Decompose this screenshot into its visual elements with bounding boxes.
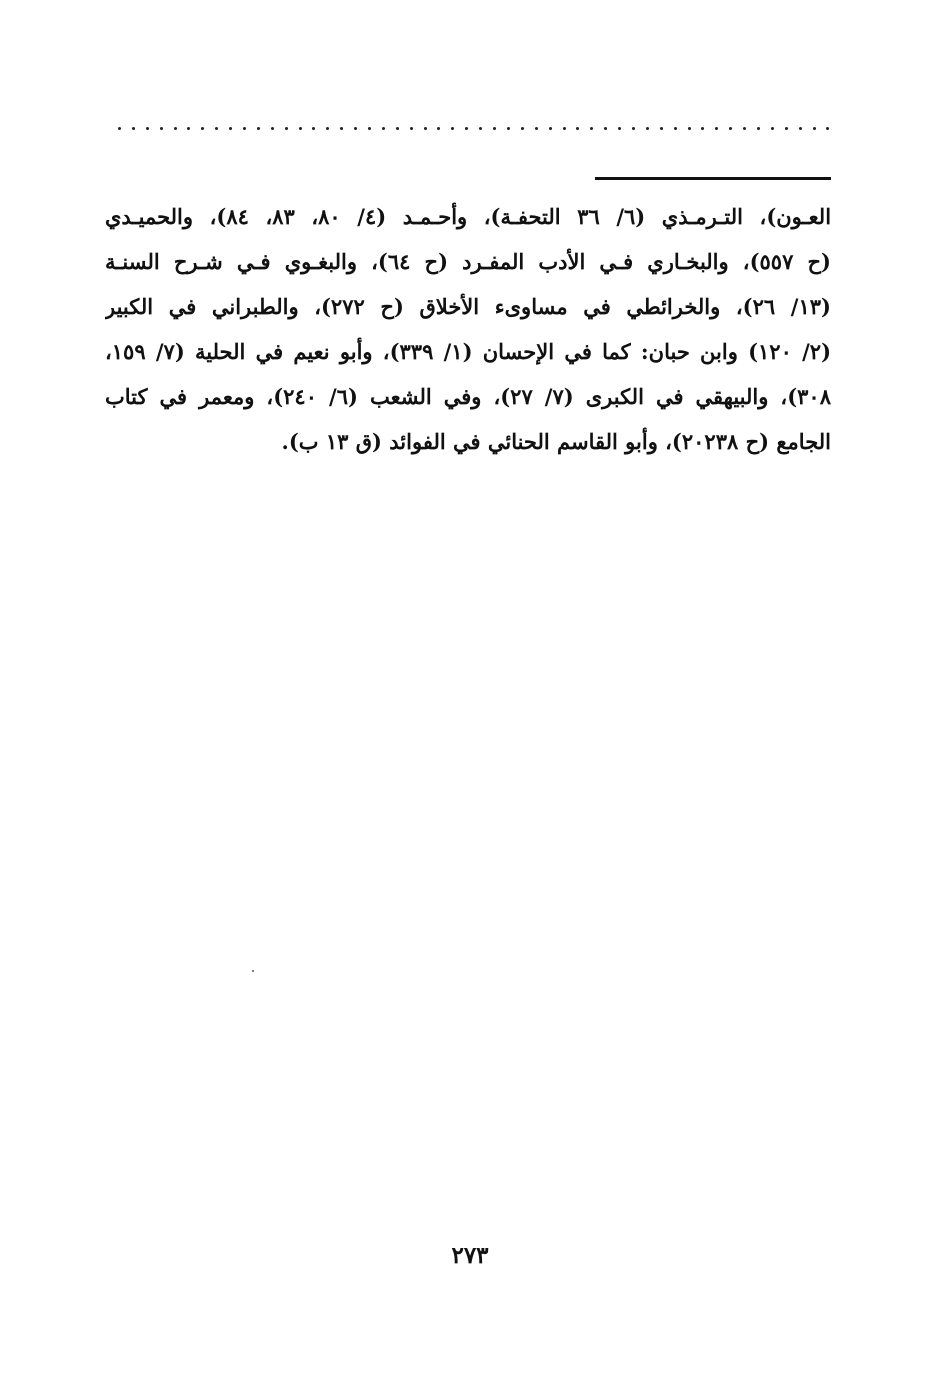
separator-dot (674, 127, 677, 130)
separator-dot (201, 127, 204, 130)
footnote-line: العـون)، التـرمـذي (٦/ ٣٦ التحفـة)، وأحـمـد (٤/ ٨٠، ٨٣، ٨٤)، والحميـدي (105, 204, 831, 229)
separator-dot (757, 127, 760, 130)
separator-dot (549, 127, 552, 130)
separator-dot (785, 127, 788, 130)
separator-dot (590, 127, 593, 130)
separator-dot (451, 127, 454, 130)
separator-dot (507, 127, 510, 130)
separator-dot (521, 127, 524, 130)
separator-dot (826, 127, 829, 130)
scan-speck (252, 970, 254, 972)
separator-dot (743, 127, 746, 130)
separator-dot (326, 127, 329, 130)
separator-dot (688, 127, 691, 130)
separator-dot (729, 127, 732, 130)
separator-dot (118, 127, 121, 130)
separator-dot (465, 127, 468, 130)
separator-dot (396, 127, 399, 130)
separator-dot (243, 127, 246, 130)
separator-dot (174, 127, 177, 130)
separator-dot (479, 127, 482, 130)
dotted-separator (118, 118, 830, 138)
page-number: ٢٧٣ (451, 1242, 489, 1269)
separator-dot (312, 127, 315, 130)
separator-dot (285, 127, 288, 130)
footnote-line: (ح ٥٥٧)، والبخـاري فـي الأدب المفـرد (ح ٦٤)، والبغـوي فـي شـرح السنـة (105, 249, 831, 274)
footnote-line: (١٣/ ٢٦)، والخرائطي في مساوىء الأخلاق (ح ٢٧٢)، والطبراني في الكبير (105, 294, 831, 319)
separator-dot (660, 127, 663, 130)
separator-dot (576, 127, 579, 130)
separator-dot (563, 127, 566, 130)
separator-dot (715, 127, 718, 130)
separator-dot (132, 127, 135, 130)
footnote-rule (595, 177, 831, 180)
separator-dot (257, 127, 260, 130)
separator-dot (799, 127, 802, 130)
separator-dot (410, 127, 413, 130)
separator-dot (382, 127, 385, 130)
separator-dot (271, 127, 274, 130)
separator-dot (187, 127, 190, 130)
separator-dot (229, 127, 232, 130)
separator-dot (813, 127, 816, 130)
separator-dot (437, 127, 440, 130)
separator-dot (771, 127, 774, 130)
separator-dot (340, 127, 343, 130)
separator-dot (160, 127, 163, 130)
footnote-line: (٢/ ١٢٠) وابن حبان: كما في الإحسان (١/ ٣٣٩)، وأبو نعيم في الحلية (٧/ ١٥٩، (105, 339, 831, 364)
footnote-block (105, 194, 831, 464)
separator-dot (299, 127, 302, 130)
separator-dot (535, 127, 538, 130)
separator-dot (604, 127, 607, 130)
separator-dot (618, 127, 621, 130)
separator-dot (146, 127, 149, 130)
separator-dot (701, 127, 704, 130)
separator-dot (424, 127, 427, 130)
separator-dot (632, 127, 635, 130)
separator-dot (354, 127, 357, 130)
separator-dot (493, 127, 496, 130)
separator-dot (368, 127, 371, 130)
footnote-line: ٣٠٨)، والبيهقي في الكبرى (٧/ ٢٧)، وفي الشعب (٦/ ٢٤٠)، ومعمر في كتاب (105, 384, 831, 409)
separator-dot (215, 127, 218, 130)
footnote-line: الجامع (ح ٢٠٢٣٨)، وأبو القاسم الحنائي في الفوائد (ق ١٣ ب). (281, 429, 831, 454)
separator-dot (646, 127, 649, 130)
